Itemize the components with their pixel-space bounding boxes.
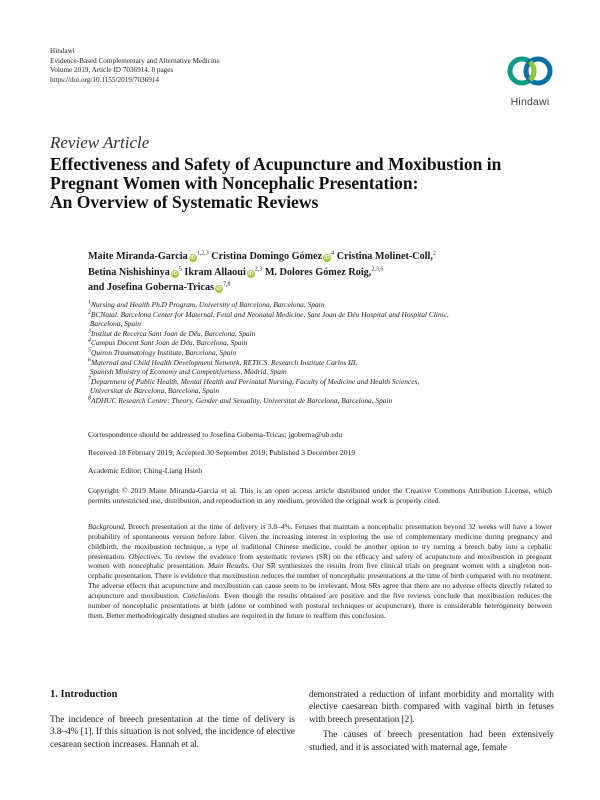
author-name: Cristina Molinet-Coll,	[336, 251, 433, 262]
affiliations	[88, 300, 548, 406]
author-name: Cristina Domingo Gómez	[211, 251, 323, 262]
author-affil: 1,2,3	[196, 250, 209, 257]
abstract-objectives-label: Objectives.	[128, 551, 162, 561]
title-line: An Overview of Systematic Reviews	[50, 192, 319, 212]
intro-paragraph: The causes of breech presentation had been extensively studied, and it is associated with maternal age, female	[309, 729, 554, 752]
abstract-background-label: Background.	[88, 522, 126, 531]
abstract-results: Our SR synthesizes the results from five clinical trials on pregnant women with a singleton non-cephalic presentation. There is evidence that moxibustion reduces the number of noncephalic presentations at the time of birth compared with no treatment. The adverse effects that acupuncture and moxibustion can cause seem to be irrelevant. Most SRs agree that there are no adverse effects directly related to acupuncture and moxibustion.	[88, 561, 552, 600]
author-name: Maite Miranda-Garcia	[88, 251, 188, 262]
journal-volume: Volume 2019, Article ID 7036914, 8 pages	[50, 66, 174, 74]
article-dates: Received 18 February 2019; Accepted 30 September 2019; Published 3 December 2019	[88, 448, 356, 457]
author-name: and Josefina Goberna-Tricas	[88, 282, 215, 293]
hindawi-logo	[506, 52, 554, 108]
journal-info	[50, 47, 220, 85]
author-affil: 4	[331, 250, 335, 257]
correspondence: Correspondence should be addressed to Josefina Goberna-Tricas; jgoberna@ub.edu	[88, 430, 343, 439]
author-affil: 2,3	[254, 266, 263, 273]
author-name: M. Dolores Gómez Roig,	[264, 266, 372, 278]
article-type: Review Article	[50, 133, 150, 152]
orcid-icon[interactable]: iD	[324, 255, 330, 261]
abstract-objectives: To review the evidence from systematic reviews (SR) on the efficacy and safety of acupuncture and moxibustion in pregnant women with noncephalic presentation.	[88, 551, 552, 571]
author-line	[88, 249, 568, 265]
author-affil: 2	[432, 250, 436, 257]
abstract-conclusions: Even though the results obtained are positive and the five reviews conclude that moxibustion reduces the number of noncephalic presentations at birth (alone or combined with postural techniques or acupuncture), there is considerable heterogeneity between them. Better methodologically designed studies are required in the future to reaffirm this conclusion.	[88, 590, 552, 620]
affiliation: $^2$BCNatal. Barcelona Center for Maternal, Fetal and Neonatal Medicine, Sant Joan de Déu Hospital and Hospital Clínic,	[88, 309, 449, 319]
author-line	[88, 280, 568, 296]
affiliation: $^5$Quiron Traumatology Institute, Barcelona, Spain	[88, 347, 237, 357]
copyright-notice: Copyright © 2019 Maite Miranda-Garcia et al. This is an open access article distributed under the Creative Commons Attribution License, which permits unrestricted use, distribution, and reproduction in any medium, provided the original work is properly cited.	[88, 486, 552, 505]
journal-publisher: Hindawi	[50, 47, 75, 55]
author-name: Betina Nishishinya	[88, 266, 170, 278]
author-line	[88, 265, 568, 281]
abstract-background: Breech presentation at the time of delivery is 3.8–4%. Fetuses that maintain a noncephalic presentation beyond 32 weeks will have a lower probability of spontaneous version before labor. Given the increasing interest in exploring the use of complementary medicine during pregnancy and childbirth, the moxibustion technique, a type of traditional Chinese medicine, could be another option to try turning a breech baby into a cephalic presentation.	[88, 522, 552, 561]
orcid-icon[interactable]: iD	[172, 270, 178, 277]
author-affil: 2,3,6	[371, 266, 384, 273]
affiliation: $^6$Maternal and Child Health Development Network, RETICS. Research Institute Carlos III,	[88, 357, 358, 367]
intro-paragraph: The incidence of breech presentation at the time of delivery is 3.8–4% [1]. If this situation is not solved, the incidence of elective cesarean section increases. Hannah et al.	[50, 714, 295, 749]
author-affil: 5	[178, 266, 182, 273]
author-affil: 7,8	[223, 281, 231, 288]
intro-right-column	[309, 688, 554, 753]
logo-text: Hindawi	[510, 96, 550, 108]
orcid-icon[interactable]: iD	[216, 286, 222, 292]
affiliation: $^7$Department of Public Health, Mental Health and Perinatal Nursing, Faculty of Medicine and Health Sciences,	[88, 376, 420, 386]
affiliation: $^3$Institut de Recerca Sant Joan de Déu, Barcelona, Spain	[88, 328, 256, 338]
abstract	[88, 522, 552, 620]
author-list	[88, 249, 568, 296]
journal-doi[interactable]: https://doi.org/10.1155/2019/7036914	[50, 75, 160, 84]
journal-name: Evidence-Based Complementary and Alternative Medicine	[50, 56, 220, 65]
section-heading: 1. Introduction	[50, 689, 118, 700]
author-name: Ikram Allaoui	[184, 266, 246, 278]
intro-left-column	[50, 713, 295, 750]
title-line: Effectiveness and Safety of Acupuncture and Moxibustion in	[50, 154, 502, 174]
article-title	[50, 155, 560, 212]
hindawi-logo-icon	[506, 52, 554, 90]
affiliation: $^4$Campus Docent Sant Joan de Déu, Barcelona, Spain	[88, 337, 248, 348]
title-line: Pregnant Women with Noncephalic Presentation:	[50, 173, 419, 193]
orcid-icon[interactable]: iD	[189, 255, 196, 261]
academic-editor: Academic Editor: Ching-Liang Hsieh	[88, 466, 203, 475]
affiliation-cont: Barcelona, Spain	[89, 319, 141, 329]
abstract-conclusions-label: Conclusions.	[182, 590, 222, 600]
intro-paragraph: demonstrated a reduction of infant morbidity and mortality with elective caesarean birth compared with vaginal birth in fetuses with breech presentation [2].	[309, 689, 554, 724]
orcid-icon[interactable]: iD	[248, 270, 254, 277]
affiliation-cont: Spanish Ministry of Economy and Competitiveness, Madrid, Spain	[89, 367, 287, 377]
abstract-results-label: Main Results.	[207, 561, 250, 571]
affiliation-cont: Universitat de Barcelona, Barcelona, Spain	[89, 386, 220, 396]
affiliation: $^8$ADHUC Research Centre: Theory, Gender and Sexuality, Universitat de Barcelona, Barcelona, Spain	[88, 395, 393, 405]
affiliation: $^1$Nursing and Health Ph.D Program, University of Barcelona, Barcelona, Spain	[88, 299, 325, 309]
